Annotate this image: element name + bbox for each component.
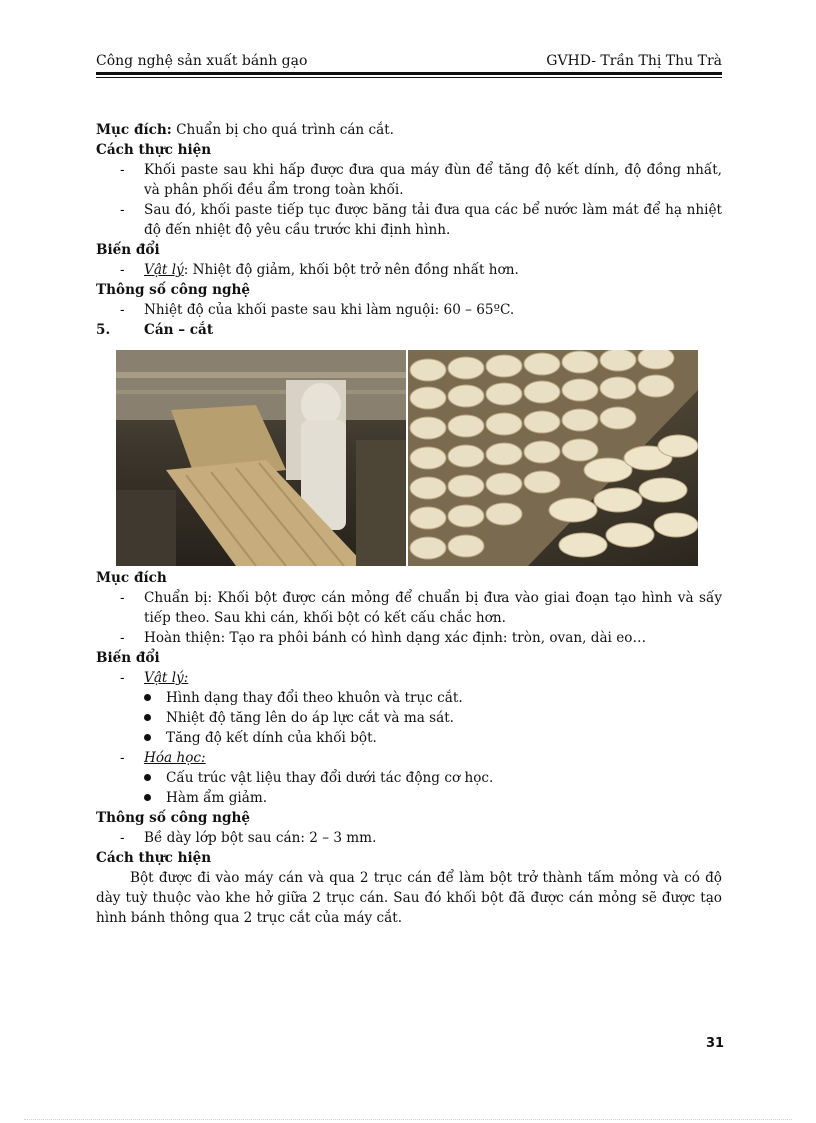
bullet-item — [96, 688, 722, 708]
change-item-text: : Nhiệt độ giảm, khối bột trở nên đồng nhất hơn. — [183, 262, 519, 278]
change-heading: Biến đổi — [96, 650, 160, 666]
purpose-item-text: Hoàn thiện: Tạo ra phôi bánh có hình dạng xác định: tròn, ovan, dài eo… — [144, 630, 647, 646]
section-number: 5. — [96, 322, 111, 338]
chemical-group — [96, 748, 722, 768]
params-heading: Thông số công nghệ — [96, 282, 251, 298]
bullet-text: Cấu trúc vật liệu thay đổi dưới tác động cơ học. — [166, 770, 494, 786]
dash-marker: - — [120, 830, 125, 846]
header-rule-thick — [96, 72, 722, 75]
params-heading: Thông số công nghệ — [96, 810, 251, 826]
dash-marker: - — [120, 262, 125, 278]
change-item — [96, 260, 722, 280]
physical-group — [96, 668, 722, 688]
purpose-text: Chuẩn bị cho quá trình cán cắt. — [171, 122, 394, 138]
method-item — [96, 160, 722, 200]
header-title: Công nghệ sản xuất bánh gạo — [96, 53, 308, 69]
rolling-machine-illustration — [116, 350, 406, 566]
bullet-item — [96, 728, 722, 748]
bullet-item — [96, 708, 722, 728]
bullet-item — [96, 768, 722, 788]
page-number: 31 — [706, 1036, 725, 1051]
params-item-text: Bề dày lớp bột sau cán: 2 – 3 mm. — [144, 830, 377, 846]
header-rule-thin — [96, 77, 722, 78]
physical-label: Vật lý: — [144, 670, 189, 686]
purpose-label: Mục đích: — [96, 122, 172, 138]
method-item-text: Sau đó, khối paste tiếp tục được băng tải đưa qua các bể nước làm mát để hạ nhiệt độ đến nhiệt độ yêu cầu trước khi định hình. — [144, 202, 722, 238]
dash-marker: - — [120, 162, 125, 178]
bullet-text: Hình dạng thay đổi theo khuôn và trục cắt. — [166, 690, 463, 706]
bullet-item — [96, 788, 722, 808]
rolling-machine-photo — [116, 350, 406, 566]
bullet-icon — [144, 774, 151, 781]
dash-marker: - — [120, 630, 125, 646]
params-item — [96, 300, 722, 320]
bullet-icon — [144, 714, 151, 721]
purpose-item-text: Chuẩn bị: Khối bột được cán mỏng để chuẩn bị đưa vào giai đoạn tạo hình và sấy tiếp theo. Sau khi cán, khối bột có kết cấu chắc hơn. — [144, 590, 722, 626]
method-paragraph: Bột được đi vào máy cán và qua 2 trục cán để làm bột trở thành tấm mỏng và có độ dày tuỳ thuộc vào khe hở giữa 2 trục cán. Sau đó khối bột đã được cán mỏng sẽ được tạo hình bánh thông qua 2 trục cắt của máy cắt. — [96, 870, 722, 926]
params-item — [96, 828, 722, 848]
footer-divider — [24, 1119, 792, 1120]
bullet-text: Nhiệt độ tăng lên do áp lực cắt và ma sát. — [166, 710, 455, 726]
cut-dough-photo — [408, 350, 698, 566]
method-item — [96, 200, 722, 240]
process-photos — [116, 350, 698, 566]
header-instructor: GVHD- Trần Thị Thu Trà — [546, 53, 722, 69]
purpose-line — [96, 120, 722, 140]
bullet-icon — [144, 694, 151, 701]
purpose-heading: Mục đích — [96, 570, 167, 586]
bullet-icon — [144, 794, 151, 801]
dash-marker: - — [120, 750, 125, 766]
method-heading: Cách thực hiện — [96, 850, 212, 866]
cut-dough-illustration — [408, 350, 698, 566]
method-item-text: Khối paste sau khi hấp được đưa qua máy đùn để tăng độ kết dính, độ đồng nhất, và phân phối đều ẩm trong toàn khối. — [144, 162, 722, 198]
page-header — [96, 53, 722, 73]
bullet-text: Hàm ẩm giảm. — [166, 790, 268, 806]
purpose-item — [96, 628, 722, 648]
method-heading: Cách thực hiện — [96, 142, 212, 158]
bullet-icon — [144, 734, 151, 741]
dash-marker: - — [120, 670, 125, 686]
params-item-text: Nhiệt độ của khối paste sau khi làm nguội: 60 – 65ºC. — [144, 302, 515, 318]
change-heading: Biến đổi — [96, 242, 160, 258]
purpose-item — [96, 588, 722, 628]
section-title-text: Cán – cắt — [144, 322, 214, 338]
dash-marker: - — [120, 590, 125, 606]
physical-label: Vật lý — [144, 262, 184, 278]
bullet-text: Tăng độ kết dính của khối bột. — [166, 730, 377, 746]
chemical-label: Hóa học: — [144, 750, 206, 766]
section-5-title — [96, 320, 722, 340]
dash-marker: - — [120, 202, 125, 218]
dash-marker: - — [120, 302, 125, 318]
page-content — [96, 120, 722, 928]
